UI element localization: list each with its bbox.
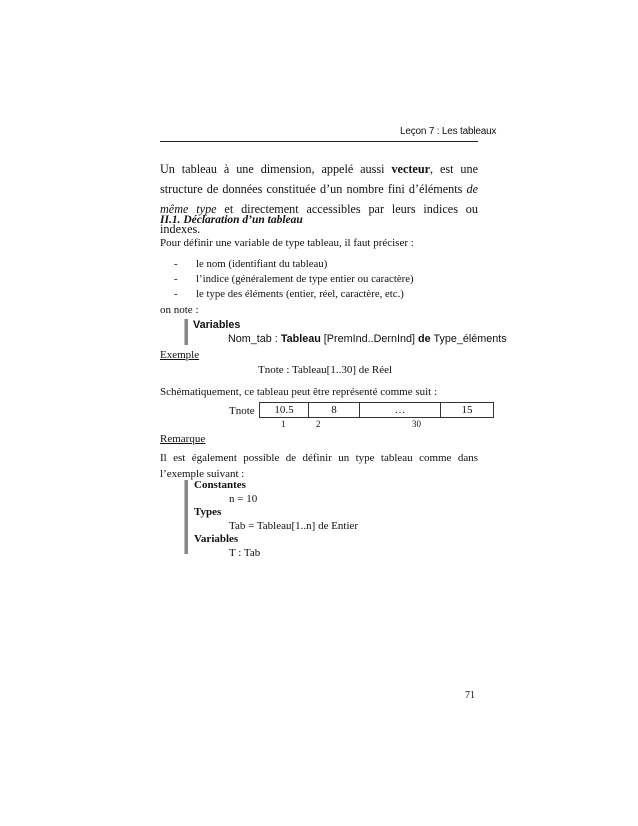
requirement-list <box>174 257 414 302</box>
declaration-line: Nom_tab : Tableau [PremInd..DernInd] de Type_éléments <box>228 333 507 345</box>
keyword-constantes: Constantes <box>194 479 246 491</box>
array-cell: … <box>360 403 441 418</box>
header-rule <box>160 141 478 142</box>
declaration-block <box>193 318 507 346</box>
array-cell: 10.5 <box>260 403 309 418</box>
example-heading: Exemple <box>160 349 200 361</box>
intro-text-2: , est une structure de données constituée d’un nombre fini d’éléments <box>160 162 479 196</box>
keyword-variables: Variables <box>194 533 239 545</box>
intro-emphasis: de même type <box>160 182 478 216</box>
variable-line: T : Tab <box>229 546 261 559</box>
note-text: on note : <box>160 304 199 316</box>
intro-text-1: Un tableau à une dimension, appelé aussi <box>160 162 392 176</box>
remark-heading: Remarque <box>160 433 206 445</box>
intro-text-3: et directement accessibles par leurs indices ou indexes. <box>160 202 478 236</box>
type-declaration-block <box>194 479 358 560</box>
code-margin-bar <box>184 319 188 345</box>
array-label: Tnote <box>229 405 255 417</box>
array-table <box>259 402 494 418</box>
example-line: Tnote : Tableau[1..30] de Réel <box>258 364 393 376</box>
schema-text: Schématiquement, ce tableau peut être représenté comme suit : <box>160 386 438 398</box>
keyword-types: Types <box>194 506 222 518</box>
section-title: II.1. Déclaration d’un tableau <box>160 214 303 226</box>
constant-line: n = 10 <box>229 492 258 505</box>
array-index: 2 <box>316 419 321 429</box>
array-index: 1 <box>281 419 286 429</box>
type-line: Tab = Tableau[1..n] de Entier <box>229 519 359 532</box>
define-text: Pour définir une variable de type tableau, il faut préciser : <box>160 237 414 249</box>
array-cell: 15 <box>441 403 494 418</box>
page-header-title: Leçon 7 : Les tableaux <box>400 126 497 137</box>
list-item: - l’indice (généralement de type entier ou caractère) <box>174 273 414 285</box>
keyword-variables: Variables <box>193 319 241 331</box>
list-item: - le nom (identifiant du tableau) <box>174 258 328 270</box>
code-margin-bar <box>184 480 188 554</box>
array-cell: 8 <box>309 403 360 418</box>
list-item: - le type des éléments (entier, réel, caractère, etc.) <box>174 288 404 300</box>
intro-paragraph <box>160 159 478 239</box>
intro-keyword: vecteur <box>391 162 431 176</box>
table-row <box>260 403 494 418</box>
page-number: 71 <box>465 690 475 701</box>
remark-text: Il est également possible de définir un type tableau comme dans l’exemple suivant : <box>160 452 478 480</box>
array-index: 30 <box>412 419 421 429</box>
